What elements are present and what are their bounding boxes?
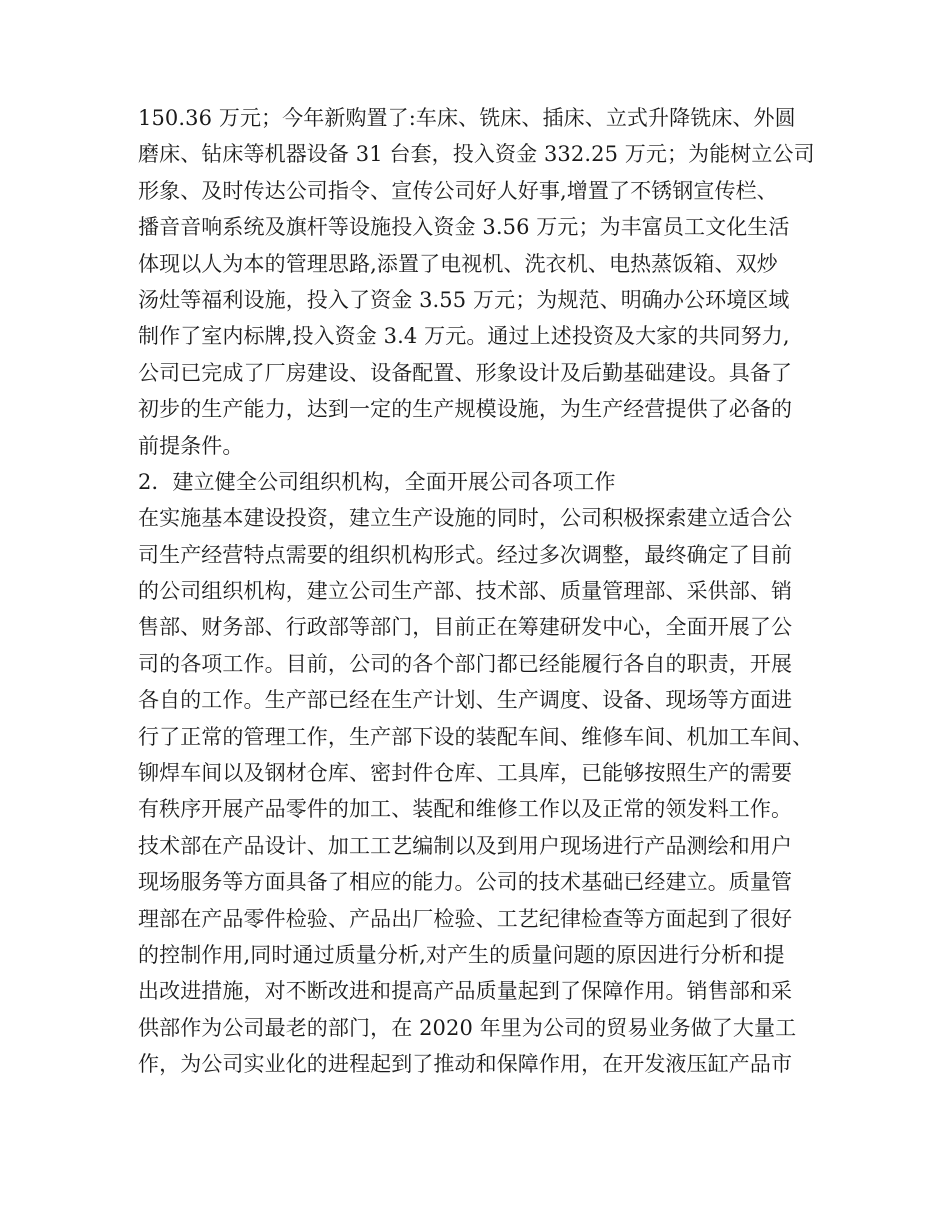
text-line-8: 公司已完成了厂房建设、设备配置、形象设计及后勤基础建设。具备了 bbox=[138, 360, 793, 385]
text-line-27: 作，为公司实业化的进程起到了推动和保障作用，在开发液压缸产品市 bbox=[138, 1052, 793, 1077]
text-line-19: 铆焊车间以及钢材仓库、密封件仓库、工具库，已能够按照生产的需要 bbox=[138, 761, 793, 786]
text-line-3: 形象、及时传达公司指令、宣传公司好人好事,增置了不锈钢宣传栏、 bbox=[138, 178, 778, 203]
text-line-21: 技术部在产品设计、加工工艺编制以及到用户现场进行产品测绘和用户 bbox=[138, 833, 793, 858]
text-line-20: 有秩序开展产品零件的加工、装配和维修工作以及正常的领发料工作。 bbox=[138, 797, 793, 822]
text-line-26: 供部作为公司最老的部门，在 2020 年里为公司的贸易业务做了大量工 bbox=[138, 1015, 797, 1040]
text-line-25: 出改进措施，对不断改进和提高产品质量起到了保障作用。销售部和采 bbox=[138, 979, 793, 1004]
text-line-24: 的控制作用,同时通过质量分析,对产生的质量问题的原因进行分析和提 bbox=[138, 942, 785, 967]
text-line-9: 初步的生产能力，达到一定的生产规模设施，为生产经营提供了必备的 bbox=[138, 397, 793, 422]
text-line-12: 在实施基本建设投资，建立生产设施的同时，公司积极探索建立适合公 bbox=[138, 506, 793, 531]
text-line-10: 前提条件。 bbox=[138, 433, 244, 458]
text-line-17: 各自的工作。生产部已经在生产计划、生产调度、设备、现场等方面进 bbox=[138, 688, 793, 713]
text-line-15: 售部、财务部、行政部等部门，目前正在筹建研发中心，全面开展了公 bbox=[138, 615, 793, 640]
document-body bbox=[138, 100, 838, 1083]
text-line-23: 理部在产品零件检验、产品出厂检验、工艺纪律检查等方面起到了很好 bbox=[138, 906, 793, 931]
text-line-22: 现场服务等方面具备了相应的能力。公司的技术基础已经建立。质量管 bbox=[138, 870, 793, 895]
text-line-4: 播音音响系统及旗杆等设施投入资金 3.56 万元；为丰富员工文化生活 bbox=[138, 215, 790, 240]
text-line-18: 行了正常的管理工作，生产部下设的装配车间、维修车间、机加工车间、 bbox=[138, 724, 814, 749]
text-line-2: 磨床、钻床等机器设备 31 台套，投入资金 332.25 万元；为能树立公司 bbox=[138, 142, 815, 167]
text-line-16: 司的各项工作。目前，公司的各个部门都已经能履行各自的职责，开展 bbox=[138, 651, 793, 676]
text-line-7: 制作了室内标牌,投入资金 3.4 万元。通过上述投资及大家的共同努力, bbox=[138, 324, 790, 349]
text-line-13: 司生产经营特点需要的组织机构形式。经过多次调整，最终确定了目前 bbox=[138, 542, 793, 567]
text-line-5: 体现以人为本的管理思路,添置了电视机、洗衣机、电热蒸饭箱、双炒 bbox=[138, 251, 778, 276]
text-line-14: 的公司组织机构，建立公司生产部、技术部、质量管理部、采供部、销 bbox=[138, 579, 793, 604]
text-line-6: 汤灶等福利设施，投入了资金 3.55 万元；为规范、明确办公环境区域 bbox=[138, 287, 790, 312]
text-line-1: 150.36 万元；今年新购置了:车床、铣床、插床、立式升降铣床、外圆 bbox=[138, 106, 796, 130]
section-heading: 2．建立健全公司组织机构，全面开展公司各项工作 bbox=[138, 469, 616, 494]
